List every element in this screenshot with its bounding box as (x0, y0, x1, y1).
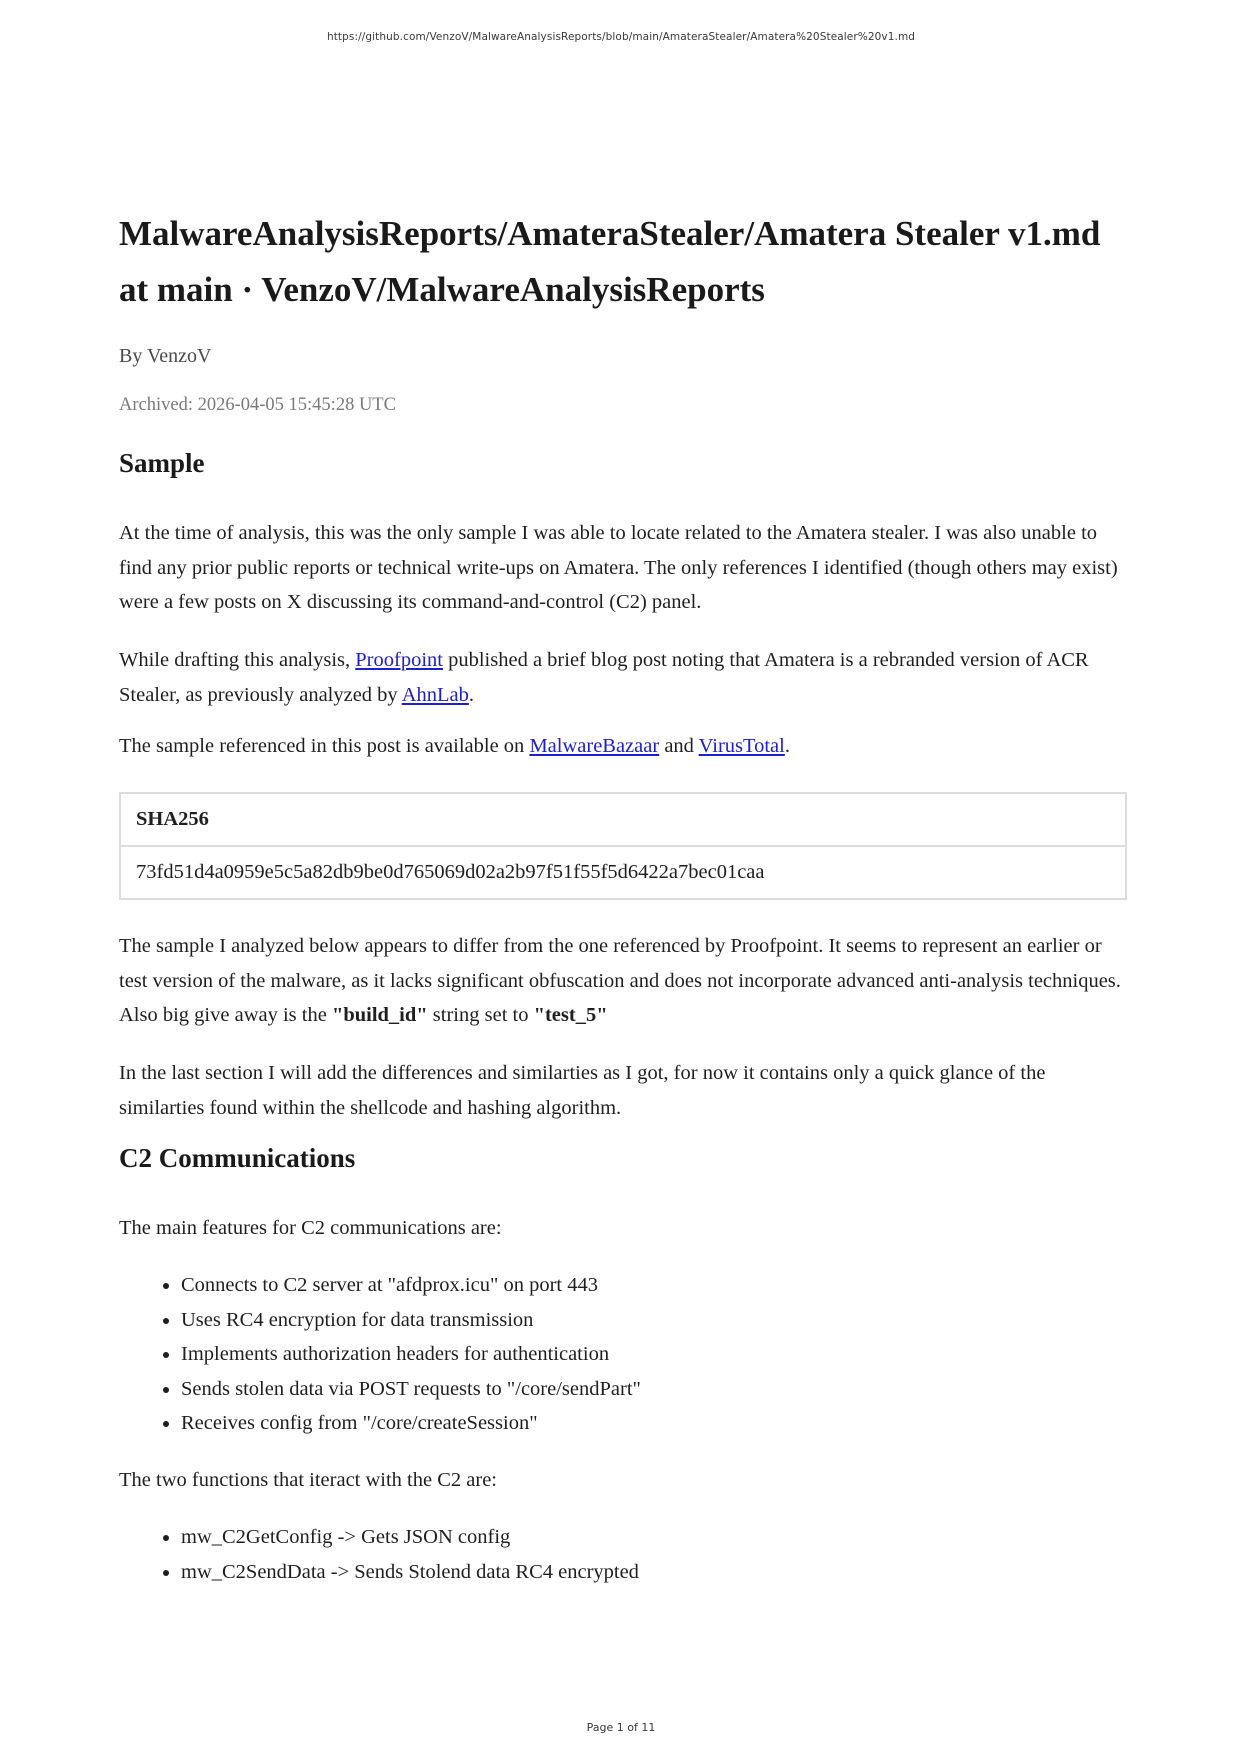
page-url-header: https://github.com/VenzoV/MalwareAnalysisReports/blob/main/AmateraStealer/Amatera%20Stealer%20v1.md (326, 31, 916, 43)
c2-functions-list (119, 1520, 1131, 1589)
list-item: • Sends stolen data via POST requests to "/core/sendPart" (181, 1372, 1131, 1407)
ahnlab-link[interactable]: AhnLab (401, 683, 469, 706)
list-item: • mw_C2GetConfig -> Gets JSON config (181, 1520, 1131, 1555)
c2-features-list (119, 1268, 1131, 1441)
title-line-2: at main · VenzoV/MalwareAnalysisReports (119, 270, 765, 309)
author-byline: By VenzoV (119, 345, 212, 367)
malwarebazaar-link[interactable]: MalwareBazaar (529, 735, 660, 757)
text: While drafting this analysis, (119, 649, 356, 671)
c2-functions-intro: The two functions that iteract with the C2 are: (119, 1469, 497, 1491)
sample-paragraph-4 (119, 929, 1129, 1033)
sample-paragraph-5: In the last section I will add the differences and similarties as I got, for now it contains only a quick glance of the similarties found within the shellcode and hashing algorithm. (119, 1062, 1046, 1119)
virustotal-link[interactable]: VirusTotal (698, 735, 785, 757)
title-line-1: MalwareAnalysisReports/AmateraStealer/Amatera Stealer v1.md (119, 214, 1101, 253)
sha256-table (119, 792, 1127, 900)
text: The sample referenced in this post is available on (119, 735, 530, 757)
list-item: • Uses RC4 encryption for data transmission (181, 1303, 1131, 1338)
table-header-sha256: SHA256 (120, 793, 1126, 846)
list-item: • Receives config from "/core/createSession" (181, 1406, 1131, 1441)
list-item: • mw_C2SendData -> Sends Stolend data RC4 encrypted (181, 1555, 1131, 1590)
text: and (659, 735, 699, 757)
table-row (120, 846, 1126, 899)
list-item: • Implements authorization headers for authentication (181, 1337, 1131, 1372)
text: string set to (427, 1004, 534, 1026)
section-heading-sample: Sample (119, 448, 205, 478)
text: . (784, 735, 790, 757)
sample-paragraph-2 (119, 643, 1129, 712)
table-header-row (120, 793, 1126, 846)
sha256-value: 73fd51d4a0959e5c5a82db9be0d765069d02a2b97f51f55f5d6422a7bec01caa (120, 846, 1126, 899)
c2-intro-paragraph: The main features for C2 communications are: (119, 1217, 502, 1239)
test-5-bold: "test_5" (533, 1004, 608, 1026)
sample-paragraph-3 (119, 729, 1129, 764)
text: The sample I analyzed below appears to differ from the one referenced by Proofpoint. It seems to represent an earlier or test version of the malware, as it lacks significant obfuscation and does not incorporate advanced anti-analysis techniques. Also big give away is the (119, 935, 1121, 1026)
list-item: • Connects to C2 server at "afdprox.icu" on port 443 (181, 1268, 1131, 1303)
text: . (468, 683, 474, 706)
sample-paragraph-1: At the time of analysis, this was the only sample I was able to locate related to the Amatera stealer. I was also unable to find any prior public reports or technical write-ups on Amatera. The only references I identified (though others may exist) were a few posts on X discussing its command-and-control (C2) panel. (119, 522, 1118, 613)
text: published a brief blog post noting that Amatera is a rebranded version of ACR Stealer, as previously analyzed by (119, 649, 1089, 706)
build-id-bold: "build_id" (331, 1004, 428, 1026)
archived-timestamp: Archived: 2026-04-05 15:45:28 UTC (119, 395, 396, 415)
page-title (119, 206, 1129, 318)
page-number: Page 1 of 11 (586, 1721, 656, 1734)
proofpoint-link[interactable]: Proofpoint (355, 649, 443, 671)
section-heading-c2: C2 Communications (119, 1143, 356, 1173)
